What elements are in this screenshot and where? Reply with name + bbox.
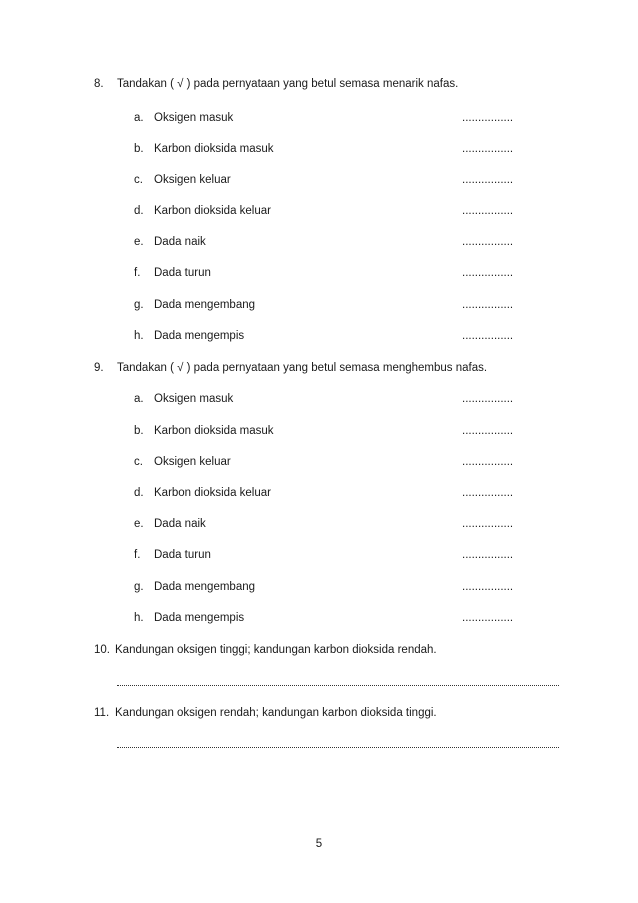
answer-blank[interactable]: ................ [462,425,514,437]
item-text: Oksigen keluar [154,456,231,468]
item-text: Dada turun [154,267,211,279]
item-letter: b. [134,143,144,155]
answer-blank[interactable]: ................ [462,518,514,530]
answer-blank[interactable]: ................ [462,330,514,342]
item-letter: b. [134,425,144,437]
item-letter: g. [134,299,144,311]
question-text: Kandungan oksigen rendah; kandungan karbon dioksida tinggi. [115,707,437,719]
answer-blank[interactable]: ................ [462,393,514,405]
answer-blank[interactable]: ................ [462,174,514,186]
question-number: 9. [94,362,104,374]
answer-blank[interactable]: ................ [462,581,514,593]
item-letter: h. [134,330,144,342]
answer-blank[interactable]: ................ [462,299,514,311]
item-text: Karbon dioksida masuk [154,425,274,437]
question-number: 10. [94,644,110,656]
answer-blank[interactable]: ................ [462,549,514,561]
item-letter: f. [134,549,141,561]
item-letter: a. [134,112,144,124]
item-letter: d. [134,205,144,217]
item-letter: d. [134,487,144,499]
item-letter: a. [134,393,144,405]
item-text: Oksigen masuk [154,112,234,124]
item-text: Dada naik [154,236,206,248]
item-letter: e. [134,236,144,248]
question-number: 11. [94,707,110,719]
item-letter: e. [134,518,144,530]
item-letter: f. [134,267,141,279]
answer-blank[interactable]: ................ [462,487,514,499]
answer-line[interactable] [117,747,559,748]
item-text: Dada turun [154,549,211,561]
item-text: Oksigen keluar [154,174,231,186]
item-text: Dada mengempis [154,330,245,342]
item-letter: h. [134,612,144,624]
question-text: Tandakan ( √ ) pada pernyataan yang betul semasa menarik nafas. [117,78,459,90]
answer-blank[interactable]: ................ [462,112,514,124]
answer-line[interactable] [117,685,559,686]
answer-blank[interactable]: ................ [462,267,514,279]
answer-blank[interactable]: ................ [462,143,514,155]
item-text: Dada naik [154,518,206,530]
page-number: 5 [315,838,323,850]
item-letter: c. [134,174,143,186]
answer-blank[interactable]: ................ [462,612,514,624]
answer-blank[interactable]: ................ [462,236,514,248]
item-letter: c. [134,456,143,468]
question-number: 8. [94,78,104,90]
item-letter: g. [134,581,144,593]
item-text: Karbon dioksida keluar [154,205,271,217]
answer-blank[interactable]: ................ [462,456,514,468]
item-text: Dada mengembang [154,299,256,311]
item-text: Dada mengembang [154,581,256,593]
question-text: Tandakan ( √ ) pada pernyataan yang betul semasa menghembus nafas. [117,362,488,374]
item-text: Dada mengempis [154,612,245,624]
item-text: Karbon dioksida keluar [154,487,271,499]
question-text: Kandungan oksigen tinggi; kandungan karbon dioksida rendah. [115,644,437,656]
item-text: Karbon dioksida masuk [154,143,274,155]
item-text: Oksigen masuk [154,393,234,405]
answer-blank[interactable]: ................ [462,205,514,217]
